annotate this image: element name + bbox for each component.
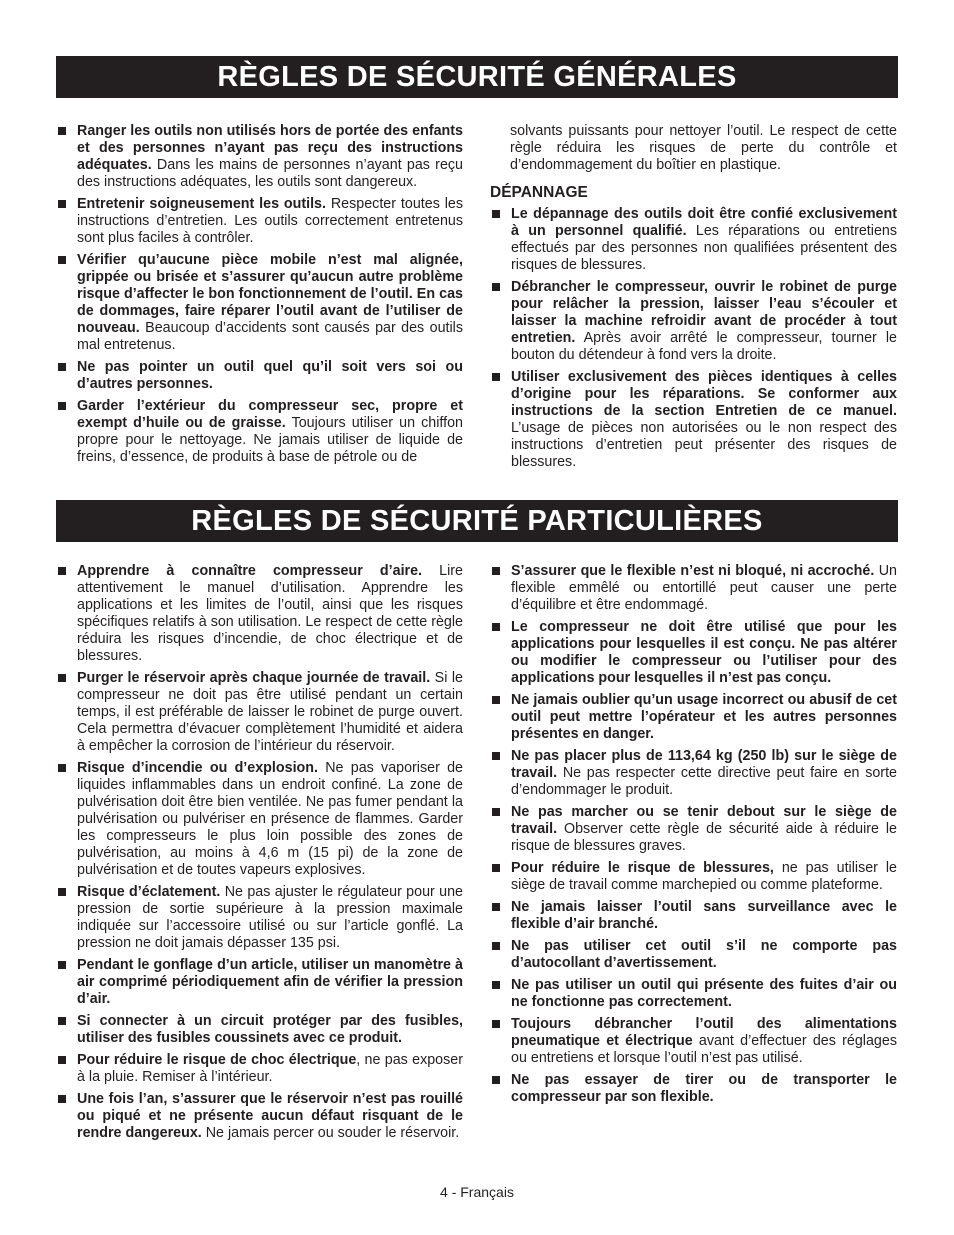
list-item: Vérifier qu’aucune pièce mobile n’est mal alignée, grippée ou brisée et s’assurer qu’aucun autre problème risque d’affecter le bon fonctionnement de l’outil. En cas de dommages, faire réparer l’outil avant de l’utiliser de nouveau. Beaucoup d’accidents sont causés par des outils mal entretenus. — [56, 252, 463, 354]
list-item: Une fois l’an, s’assurer que le réservoir n’est pas rouillé ou piqué et ne présente aucun défaut risquant de le rendre dangereux. Ne jamais percer ou souder le réservoir. — [56, 1091, 463, 1142]
list-item: Ranger les outils non utilisés hors de portée des enfants et des personnes n’ayant pas reçu des instructions adéquates. Dans les mains de personnes n’ayant pas reçu des instructions adéquates, les outils sont dangereux. — [56, 123, 463, 191]
list-item: Ne pas utiliser cet outil s’il ne comporte pas d’autocollant d’avertissement. — [490, 938, 897, 972]
list-item: Si connecter à un circuit protéger par des fusibles, utiliser des fusibles coussinets avec ce produit. — [56, 1013, 463, 1047]
specific-right-column — [490, 563, 897, 1111]
list-item: Ne pas pointer un outil quel qu’il soit vers soi ou d’autres personnes. — [56, 359, 463, 393]
page-number: 4 - Français — [440, 1184, 514, 1200]
list-item: Le dépannage des outils doit être confié exclusivement à un personnel qualifié. Les réparations ou entretiens effectués par des personnes non qualifiées présentent des risques de blessures. — [490, 206, 897, 274]
list-item: Risque d’éclatement. Ne pas ajuster le régulateur pour une pression de sortie supérieure à la pression maximale indiquée sur l’accessoire utilisé ou sur l’article gonflé. La pression ne doit jamais dépasser 135 psi. — [56, 884, 463, 952]
depannage-heading: DÉPANNAGE — [490, 184, 588, 201]
general-left-column — [56, 123, 463, 471]
list-item: Pour réduire le risque de choc électrique, ne pas exposer à la pluie. Remiser à l’intérieur. — [56, 1052, 463, 1086]
list-item: Apprendre à connaître compresseur d’aire. Lire attentivement le manuel d’utilisation. Apprendre les applications et les limites de l’outil, ainsi que les risques spécifiques relatifs à son utilisation. Le respect de cette règle réduira les risques d’incendie, de choc électrique et de blessures. — [56, 563, 463, 665]
list-item: Utiliser exclusivement des pièces identiques à celles d’origine pour les réparations. Se conformer aux instructions de la section Entretien de ce manuel. L’usage de pièces non autorisées ou le non respect des instructions d’entretien peut présenter des risques de blessures. — [490, 369, 897, 471]
specific-rules-title: RÈGLES DE SÉCURITÉ PARTICULIÈRES — [56, 500, 898, 542]
list-item: Toujours débrancher l’outil des alimentations pneumatique et électrique avant d’effectuer des réglages ou entretiens et lorsque l’outil n’est pas utilisé. — [490, 1016, 897, 1067]
list-item: Ne pas essayer de tirer ou de transporter le compresseur par son flexible. — [490, 1072, 897, 1106]
specific-left-column — [56, 563, 463, 1147]
list-item: S’assurer que le flexible n’est ni bloqué, ni accroché. Un flexible emmêlé ou entortillé peut causer une perte d’équilibre et être endommagé. — [490, 563, 897, 614]
list-item: Purger le réservoir après chaque journée de travail. Si le compresseur ne doit pas être utilisé pendant un certain temps, il est préférable de laisser le robinet de purge ouvert. Cela permettra d’évacuer complètement l’humidité et aidera à empêcher la corrosion de l’intérieur du réservoir. — [56, 670, 463, 755]
general-rules-title: RÈGLES DE SÉCURITÉ GÉNÉRALES — [56, 56, 898, 98]
list-item: Ne jamais laisser l’outil sans surveillance avec le flexible d’air branché. — [490, 899, 897, 933]
list-item: Pour réduire le risque de blessures, ne pas utiliser le siège de travail comme marchepied ou comme plateforme. — [490, 860, 897, 894]
list-item: Pendant le gonflage d’un article, utiliser un manomètre à air comprimé périodiquement afin de vérifier la pression d’air. — [56, 957, 463, 1008]
list-item: Ne jamais oublier qu’un usage incorrect ou abusif de cet outil peut mettre l’opérateur et les autres personnes présentes en danger. — [490, 692, 897, 743]
list-item: Risque d’incendie ou d’explosion. Ne pas vaporiser de liquides inflammables dans un endroit confiné. La zone de pulvérisation doit être bien ventilée. Ne pas fumer pendant la pulvérisation ou pulvériser en présence de flammes. Garder les compresseurs le plus loin possible des zones de pulvérisation, au moins à 4,6 m (15 pi) de la zone de pulvérisation et de toutes vapeurs explosives. — [56, 760, 463, 879]
list-item: Débrancher le compresseur, ouvrir le robinet de purge pour relâcher la pression, laisser l’eau s’écouler et laisser la machine refroidir avant de procéder à tout entretien. Après avoir arrêté le compresseur, tourner le bouton du détendeur à fond vers la droite. — [490, 279, 897, 364]
list-item: Ne pas placer plus de 113,64 kg (250 lb) sur le siège de travail. Ne pas respecter cette directive peut faire en sorte d’endommager le produit. — [490, 748, 897, 799]
list-item: Entretenir soigneusement les outils. Respecter toutes les instructions d’entretien. Les outils correctement entretenus sont plus faciles à contrôler. — [56, 196, 463, 247]
continued-paragraph: solvants puissants pour nettoyer l’outil. Le respect de cette règle réduira les risques de perte du contrôle et d’endommagement du boîtier en plastique. — [510, 123, 897, 173]
list-item: Ne pas utiliser un outil qui présente des fuites d’air ou ne fonctionne pas correctement. — [490, 977, 897, 1011]
general-right-column — [490, 123, 897, 476]
list-item: Ne pas marcher ou se tenir debout sur le siège de travail. Observer cette règle de sécurité aide à réduire le risque de blessures graves. — [490, 804, 897, 855]
list-item: Garder l’extérieur du compresseur sec, propre et exempt d’huile ou de graisse. Toujours utiliser un chiffon propre pour le nettoyage. Ne jamais utiliser de liquide de freins, d’essence, de produits à base de pétrole ou de — [56, 398, 463, 466]
list-item: Le compresseur ne doit être utilisé que pour les applications pour lesquelles il est conçu. Ne pas altérer ou modifier le compresseur ou l’utiliser pour des applications pour lesquelles il n’est pas conçu. — [490, 619, 897, 687]
